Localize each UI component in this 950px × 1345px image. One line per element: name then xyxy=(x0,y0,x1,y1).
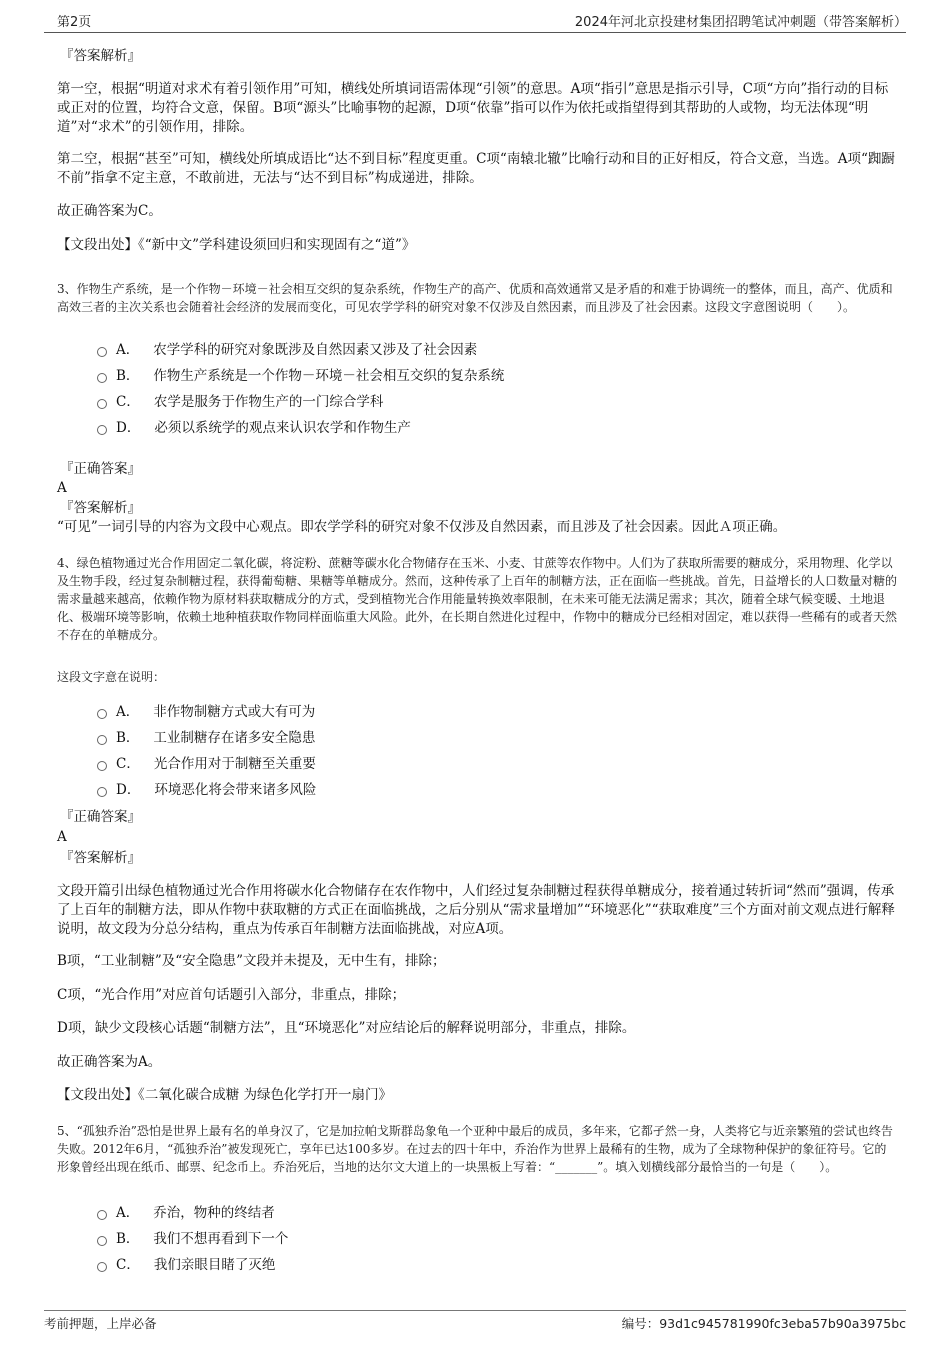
option-key: C． xyxy=(116,1257,140,1273)
q4-analysis-para2: B项，“工业制糖”及“安全隐患”文段并未提及，无中生有，排除； xyxy=(57,953,446,969)
option-text: 光合作用对于制糖至关重要 xyxy=(153,756,316,772)
q4-answer: A xyxy=(57,829,67,845)
option-key: A． xyxy=(116,342,140,358)
q2-source: 【文段出处】《“新中文”学科建设须回归和实现固有之“道”》 xyxy=(57,237,416,253)
q2-analysis-para1: 第一空，根据“明道对求术有着引领作用”可知，横线处所填词语需体现“引领”的意思。A项“指引”意思是指示引导，C项“方向”指行动的目标或正对的位置，均符合文意，保留。B项“源头”比喻事物的起源，D项“依靠”指可以作为依托或指望得到其帮助的人或物，均无法体现“明道”对“求术”的引领作用，排除。 xyxy=(57,81,889,135)
option-text: 乔治，物种的终结者 xyxy=(153,1205,275,1221)
radio-icon[interactable] xyxy=(97,1262,107,1272)
header-divider xyxy=(44,32,906,33)
radio-icon[interactable] xyxy=(97,399,107,409)
q5-option-b[interactable] xyxy=(97,1230,288,1249)
q4-analysis-para4: D项，缺少文段核心话题“制糖方法”，且“环境恶化”对应结论后的解释说明部分，非重点，排除。 xyxy=(57,1020,636,1036)
radio-icon[interactable] xyxy=(97,787,107,797)
q2-analysis-para2: 第二空，根据“甚至”可知，横线处所填成语比“达不到目标”程度更重。C项“南辕北辙”比喻行动和目的正好相反，符合文意，当选。A项“踟蹰不前”指拿不定主意，不敢前进，无法与“达不到目标”构成递进，排除。 xyxy=(57,151,895,186)
q3-option-b[interactable] xyxy=(97,367,504,386)
q4-analysis-para1: 文段开篇引出绿色植物通过光合作用将碳水化合物储存在农作物中，人们经过复杂制糖过程获得单糖成分，接着通过转折词“然而”强调，传承了上百年的制糖方法，即从作物中获取糖的方式正在面临挑战，之后分别从“需求量增加”“环境恶化”“获取难度”三个方面对前文观点进行解释说明，故文段为分总分结构，重点为传承百年制糖方法面临挑战，对应A项。 xyxy=(57,883,895,937)
radio-icon[interactable] xyxy=(97,735,107,745)
q4-stem: 4、绿色植物通过光合作用固定二氧化碳，将淀粉、蔗糖等碳水化合物储存在玉米、小麦、甘蔗等农作物中。人们为了获取所需要的糖成分，采用物理、化学以及生物手段，经过复杂制糖过程，获得葡萄糖、果糖等单糖成分。然而，这种传承了上百年的制糖方法，正在面临一些挑战。首先，日益增长的人口数量对糖的需求量越来越高，依赖作物为原材料获取糖成分的方式，受到植物光合作用能量转换效率限制，在未来可能无法满足需求；其次，随着全球气候变暖、土地退化、极端环境等影响，依赖土地种植获取作物同样面临重大风险。此外，在长期自然进化过程中，作物中的糖成分已经相对固定，难以获得一些稀有的或者天然不存在的单糖成分。 xyxy=(57,556,898,642)
q5-option-a[interactable] xyxy=(97,1204,275,1223)
q5-stem: 5、“孤独乔治”恐怕是世界上最有名的单身汉了，它是加拉帕戈斯群岛象龟一个亚种中最后的成员，多年来，它都孑然一身，人类将它与近亲繁殖的尝试也终告失败。2012年6月，“孤独乔治”被发现死亡，享年已达100多岁。在过去的四十年中，乔治作为世界上最稀有的生物，成为了全球物种保护的象征符号。它的形象曾经出现在纸币、邮票、纪念币上。乔治死后，当地的达尔文大道上的一块黑板上写着：“_______”。填入划横线部分最恰当的一句是（ ）。 xyxy=(57,1124,893,1174)
option-key: B． xyxy=(116,368,140,384)
q2-analysis-label: 『答案解析』 xyxy=(60,48,141,64)
option-key: D． xyxy=(116,782,141,798)
radio-icon[interactable] xyxy=(97,373,107,383)
q4-option-a[interactable] xyxy=(97,703,315,722)
q3-option-d[interactable] xyxy=(97,419,411,438)
q4-option-b[interactable] xyxy=(97,729,315,748)
footer-slogan: 考前押题，上岸必备 xyxy=(44,1316,157,1331)
option-text: 农学学科的研究对象既涉及自然因素又涉及了社会因素 xyxy=(153,342,478,358)
q4-analysis-label: 『答案解析』 xyxy=(60,850,141,866)
option-text: 农学是服务于作物生产的一门综合学科 xyxy=(153,394,384,410)
option-key: C． xyxy=(116,756,140,772)
radio-icon[interactable] xyxy=(97,1236,107,1246)
q3-answer: A xyxy=(57,480,67,496)
option-text: 作物生产系统是一个作物－环境－社会相互交织的复杂系统 xyxy=(153,368,505,384)
option-key: B． xyxy=(116,1231,140,1247)
q4-option-d[interactable] xyxy=(97,781,316,800)
document-title: 2024年河北京投建材集团招聘笔试冲刺题（带答案解析） xyxy=(574,15,907,30)
q3-option-c[interactable] xyxy=(97,393,383,412)
option-text: 工业制糖存在诸多安全隐患 xyxy=(153,730,316,746)
q4-option-c[interactable] xyxy=(97,755,316,774)
option-key: A． xyxy=(116,1205,140,1221)
radio-icon[interactable] xyxy=(97,425,107,435)
radio-icon[interactable] xyxy=(97,761,107,771)
radio-icon[interactable] xyxy=(97,347,107,357)
radio-icon[interactable] xyxy=(97,709,107,719)
document-id: 编号：93d1c945781990fc3eba57b90a3975bc xyxy=(621,1316,906,1331)
q4-answer-label: 『正确答案』 xyxy=(60,809,141,825)
option-key: B． xyxy=(116,730,140,746)
page-number: 第2页 xyxy=(57,15,92,30)
radio-icon[interactable] xyxy=(97,1210,107,1220)
option-key: A． xyxy=(116,704,140,720)
q3-analysis-label: 『答案解析』 xyxy=(60,500,141,516)
option-text: 我们亲眼目睹了灭绝 xyxy=(153,1257,276,1273)
option-key: C． xyxy=(116,394,140,410)
q4-conclusion: 故正确答案为A。 xyxy=(57,1054,162,1070)
option-text: 环境恶化将会带来诸多风险 xyxy=(154,782,317,798)
q5-option-c[interactable] xyxy=(97,1256,275,1275)
q3-analysis: “可见”一词引导的内容为文段中心观点。即农学学科的研究对象不仅涉及自然因素，而且涉及了社会因素。因此Ａ项正确。 xyxy=(57,519,787,535)
q4-source: 【文段出处】《二氧化碳合成糖 为绿色化学打开一扇门》 xyxy=(57,1087,393,1103)
option-text: 必须以系统学的观点来认识农学和作物生产 xyxy=(154,420,411,436)
q3-option-a[interactable] xyxy=(97,341,477,360)
footer-divider xyxy=(44,1310,906,1311)
option-key: D． xyxy=(116,420,141,436)
q2-conclusion: 故正确答案为C。 xyxy=(57,203,162,219)
option-text: 我们不想再看到下一个 xyxy=(153,1231,289,1247)
option-text: 非作物制糖方式或大有可为 xyxy=(153,704,316,720)
q4-prompt: 这段文字意在说明： xyxy=(57,670,166,684)
q3-stem: 3、作物生产系统，是一个作物－环境－社会相互交织的复杂系统，作物生产的高产、优质和高效通常又是矛盾的和难于协调统一的整体，而且，高产、优质和高效三者的主次关系也会随着社会经济的发展而变化，可见农学学科的研究对象不仅涉及自然因素，而且涉及了社会因素。这段文字意图说明（ ）。 xyxy=(57,282,893,314)
q3-answer-label: 『正确答案』 xyxy=(60,461,141,477)
q4-analysis-para3: C项，“光合作用”对应首句话题引入部分，非重点，排除； xyxy=(57,987,406,1003)
